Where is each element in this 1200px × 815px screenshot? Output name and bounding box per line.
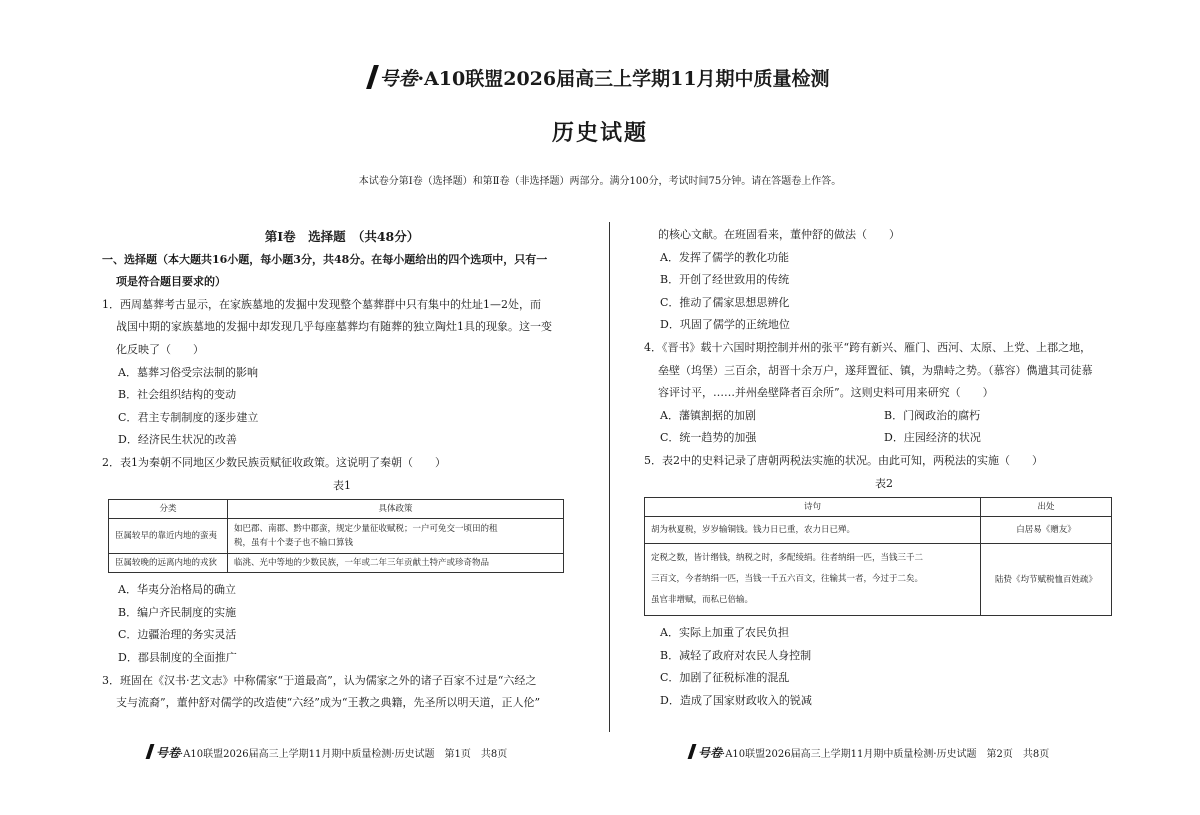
- table-row: [109, 554, 564, 573]
- q1-option-d: D．经济民生状况的改善: [118, 433, 237, 447]
- q2-option-c: C．边疆治理的务实灵活: [118, 628, 237, 642]
- table-cell: 如巴郡、南郡、黔中郡蛮，规定少量征收赋税；一户可免交一顷田的租 税，虽有十个妻子也不输口算钱: [228, 519, 564, 554]
- brush-stroke-icon: [367, 65, 380, 89]
- column-divider: [609, 222, 610, 732]
- footer-left: [148, 744, 507, 761]
- q4-stem: 4．《晋书》载十六国时期控制并州的张平“跨有新兴、雁门、西河、太原、上党、上郡之地，: [644, 340, 1092, 354]
- q3-option-a: A．发挥了儒学的教化功能: [660, 250, 789, 264]
- q1-option-b: B．社会组织结构的变动: [118, 388, 237, 402]
- q5-option-d: D．造成了国家财政收入的锐减: [660, 693, 812, 707]
- section-title: 第Ⅰ卷 选择题 （共48分）: [264, 229, 420, 244]
- exam-title: ·A10联盟2026届高三上学期11月期中质量检测: [417, 68, 830, 90]
- q4-option-b: B．门阀政治的腐朽: [884, 408, 981, 422]
- page-footer-text: ·A10联盟2026届高三上学期11月期中质量检测·历史试题 第1页 共8页: [180, 749, 508, 760]
- table2-header: 诗句: [645, 498, 981, 517]
- q3-option-b: B．开创了经世致用的传统: [660, 273, 790, 287]
- q1-option-c: C．君主专制制度的逐步建立: [118, 410, 259, 424]
- q3-stem-line: 的核心文献。在班固看来，董仲舒的做法（ ）: [658, 228, 900, 241]
- table1-caption: 表1: [333, 478, 351, 492]
- right-column: [644, 224, 1124, 713]
- footer-right: [690, 744, 1049, 761]
- brush-stroke-icon: [688, 744, 697, 759]
- q2-option-b: B．编户齐民制度的实施: [118, 605, 237, 619]
- q2-option-a: A．华夷分治格局的确立: [118, 583, 236, 597]
- q1-stem: 1．西周墓葬考古显示，在家族墓地的发掘中发现整个墓葬群中只有集中的灶址1—2处，而: [102, 297, 541, 311]
- q4-option-d: D．庄园经济的状况: [884, 431, 981, 445]
- table-cell: 白居易《赠友》: [981, 517, 1112, 544]
- table-row: [109, 519, 564, 554]
- section-instruction: 一、选择题（本大题共16小题，每小题3分，共48分。在每小题给出的四个选项中，只有一: [102, 252, 548, 266]
- exam-notice: 本试卷分第Ⅰ卷（选择题）和第Ⅱ卷（非选择题）两部分。满分100分，考试时间75分钟。请在答题卷上作答。: [358, 176, 842, 187]
- q3-stem-line: 支与流裔”，董仲舒对儒学的改造使“六经”成为“王教之典籍，先圣所以明天道，正人伦”: [116, 696, 541, 710]
- table-cell: 胡为秋夏税，岁岁输铜钱。钱力日已重，农力日已殚。: [645, 517, 981, 544]
- table2: [644, 497, 1112, 616]
- subject-title: 历史试题: [551, 120, 648, 146]
- q5-option-b: B．减轻了政府对农民人身控制: [660, 648, 812, 662]
- brand-logo: 号卷: [370, 64, 417, 91]
- q1-option-a: A．墓葬习俗受宗法制的影响: [118, 365, 258, 379]
- q4-options-row: [644, 405, 1124, 428]
- q3-option-c: C．推动了儒家思想思辨化: [660, 295, 790, 309]
- table-cell: 臣属较晚的远离内地的戎狄: [109, 554, 228, 573]
- q5-stem: 5．表2中的史料记录了唐朝两税法实施的状况。由此可知，两税法的实施（ ）: [644, 453, 1043, 467]
- exam-header: [0, 64, 1200, 91]
- q3-stem: 3．班固在《汉书·艺文志》中称儒家“于道最高”，认为儒家之外的诸子百家不过是“六经之: [102, 673, 537, 687]
- table2-header: 出处: [981, 498, 1112, 517]
- table1: [108, 499, 564, 573]
- table-cell: 陆贽《均节赋税恤百姓疏》: [981, 544, 1112, 616]
- table-cell: 臣属较早的靠近内地的蛮夷: [109, 519, 228, 554]
- left-column: [102, 226, 582, 715]
- q4-stem-line: 容评讨平，……并州垒壁降者百余所”。这则史料可用来研究（ ）: [658, 386, 994, 400]
- q4-option-a: A．藩镇割据的加剧: [660, 408, 756, 422]
- table-cell: 临洮、光中等地的少数民族，一年或二年三年贡献土特产或珍奇物品: [228, 554, 564, 573]
- table2-caption: 表2: [875, 476, 893, 490]
- q2-option-d: D．郡县制度的全面推广: [118, 650, 237, 664]
- section-instruction-cont: 项是符合题目要求的）: [116, 275, 226, 289]
- q1-stem-line: 战国中期的家族墓地的发掘中却发现几乎每座墓葬均有随葬的独立陶灶1具的现象。这一变: [116, 320, 552, 334]
- brush-stroke-icon: [146, 744, 155, 759]
- table-cell: 定税之数，皆计缗钱，纳税之时，多配绫绢。往者纳绢一匹，当钱三千二 三百文，今者纳绢一匹，当钱一千五六百文，往输其一者，今过于二矣。 虽官非增赋，而私已倍输。: [645, 544, 981, 616]
- table1-header: 具体政策: [228, 500, 564, 519]
- q4-option-c: C．统一趋势的加强: [660, 431, 757, 445]
- table-row: [645, 517, 1112, 544]
- q4-stem-line: 垒壁（坞堡）三百余，胡晋十余万户，遂拜置征、镇，为鼎峙之势。（慕容）儁遣其司徒慕: [658, 363, 1093, 377]
- brand-logo: 号卷: [148, 744, 180, 761]
- table1-header: 分类: [109, 500, 228, 519]
- page-footer-text: ·A10联盟2026届高三上学期11月期中质量检测·历史试题 第2页 共8页: [722, 749, 1050, 760]
- q1-stem-line: 化反映了（ ）: [116, 342, 204, 356]
- brand-logo: 号卷: [690, 744, 722, 761]
- q5-option-c: C．加剧了征税标准的混乱: [660, 671, 790, 685]
- q5-option-a: A．实际上加重了农民负担: [660, 626, 789, 640]
- q2-stem: 2．表1为秦朝不同地区少数民族贡赋征收政策。这说明了秦朝（ ）: [102, 455, 446, 469]
- table-row: [645, 544, 1112, 616]
- q3-option-d: D．巩固了儒学的正统地位: [660, 318, 790, 332]
- q4-options-row: [644, 427, 1124, 450]
